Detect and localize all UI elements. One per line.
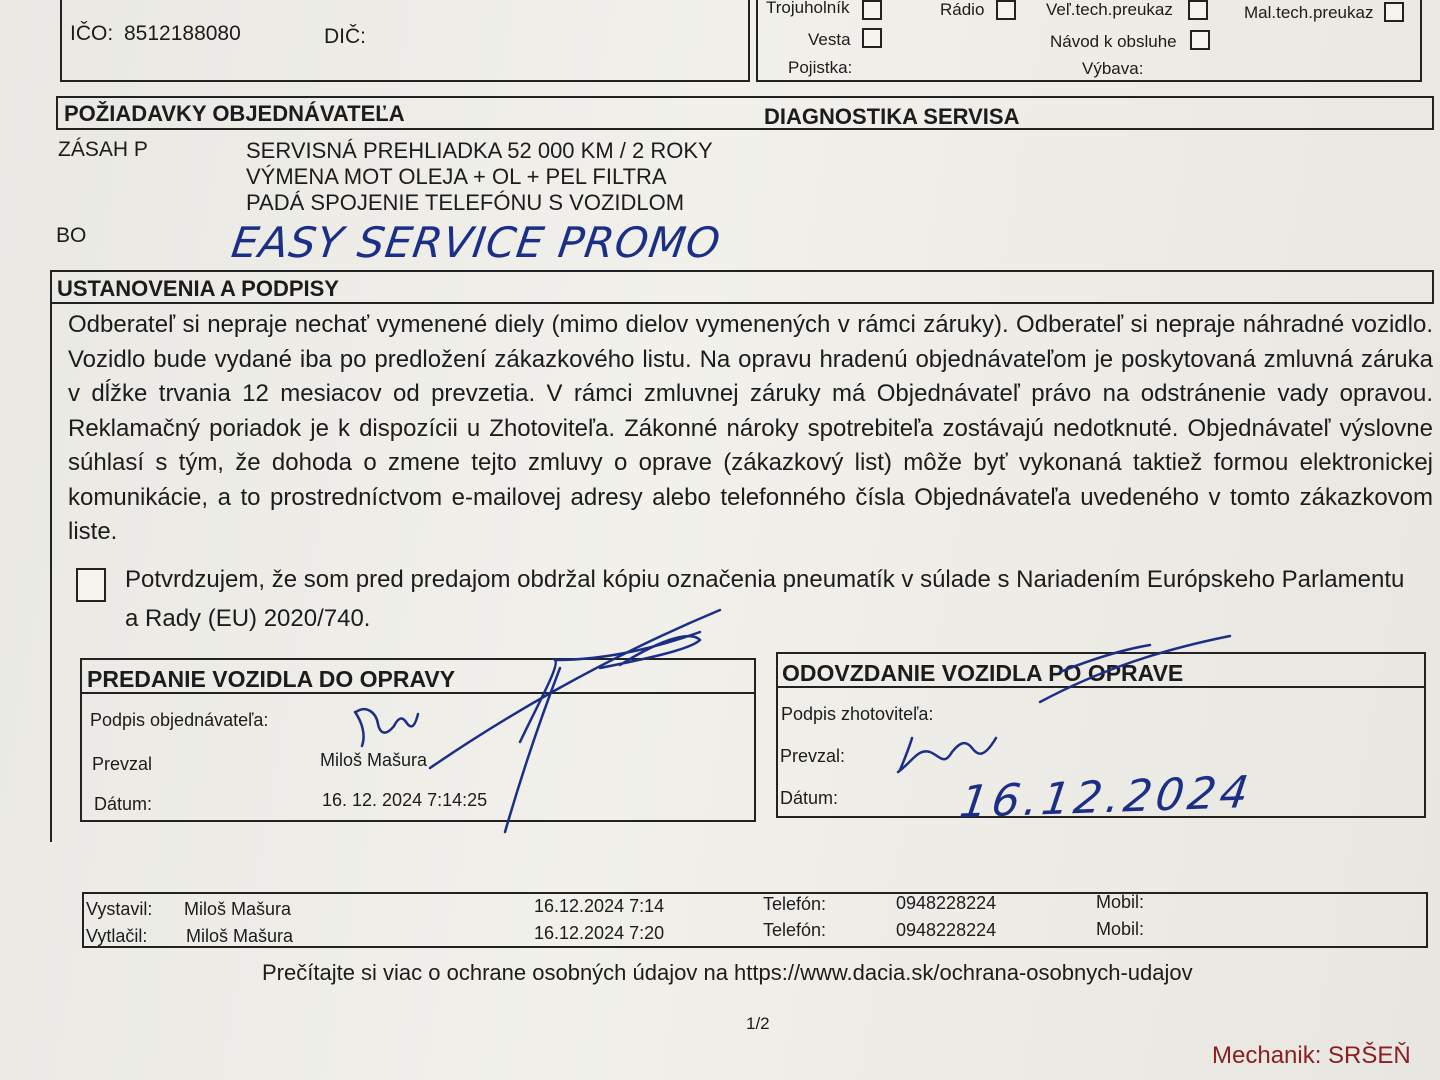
check-label-mal-tech: Mal.tech.preukaz bbox=[1244, 3, 1374, 22]
ico-label: IČO: bbox=[70, 22, 114, 45]
footer-row1-phone: 0948228224 bbox=[896, 893, 997, 913]
check-label-navod: Návod k obsluhe bbox=[1050, 32, 1177, 51]
handover-title: PREDANIE VOZIDLA DO OPRAVY bbox=[87, 666, 456, 692]
diagnostics-title: DIAGNOSTIKA SERVISA bbox=[764, 104, 1020, 129]
ico-value: 8512188080 bbox=[124, 22, 241, 45]
check-label-radio: Rádio bbox=[940, 0, 985, 19]
terms-title: USTANOVENIA A PODPISY bbox=[57, 276, 339, 301]
requirement-line-2: VÝMENA MOT OLEJA + OL + PEL FILTRA bbox=[246, 164, 667, 189]
footer-row2-phone-label: Telefón: bbox=[763, 920, 827, 940]
handover-sign-label: Podpis objednávateľa: bbox=[90, 710, 269, 730]
footer-row1-datetime: 16.12.2024 7:14 bbox=[534, 896, 665, 916]
poistka-label: Pojistka: bbox=[788, 58, 853, 77]
footer-row1-name: Miloš Mašura bbox=[184, 899, 292, 919]
handover-received-value: Miloš Mašura bbox=[320, 750, 428, 770]
requirements-title: POŽIADAVKY OBJEDNÁVATEĽA bbox=[64, 101, 405, 126]
handover-date-value: 16. 12. 2024 7:14:25 bbox=[322, 790, 488, 810]
return-received-label: Prevzal: bbox=[780, 746, 846, 766]
return-date-label: Dátum: bbox=[780, 788, 839, 808]
page-number: 1/2 bbox=[746, 1014, 770, 1033]
requirement-line-3: PADÁ SPOJENIE TELEFÓNU S VOZIDLOM bbox=[246, 190, 685, 215]
footer-row1-label: Vystavil: bbox=[86, 899, 153, 919]
privacy-notice: Prečítajte si viac o ochrane osobných údajov na https://www.dacia.sk/ochrana-osobnych-udajov bbox=[262, 960, 1193, 985]
tire-confirm-line-2: a Rady (EU) 2020/740. bbox=[125, 605, 371, 632]
tire-confirm-line-1: Potvrdzujem, že som pred predajom obdržal kópiu označenia pneumatík v súlade s Nariadením Európskeho Parlamentu bbox=[125, 566, 1405, 593]
return-signature bbox=[898, 636, 1230, 772]
return-title: ODOVZDANIE VOZIDLA PO OPRAVE bbox=[782, 660, 1184, 686]
requirement-line-1: SERVISNÁ PREHLIADKA 52 000 KM / 2 ROKY bbox=[246, 138, 713, 163]
check-label-trojuholnik: Trojuholník bbox=[766, 0, 850, 17]
footer-row1-phone-label: Telefón: bbox=[763, 894, 827, 914]
footer-row1-mobile-label: Mobil: bbox=[1096, 892, 1145, 912]
handover-received-label: Prevzal bbox=[92, 754, 153, 774]
footer-row2-datetime: 16.12.2024 7:20 bbox=[534, 923, 665, 943]
bo-label: BO bbox=[56, 224, 87, 247]
bo-handwritten-note: EASY SERVICE PROMO bbox=[228, 218, 724, 267]
return-date-handwritten: 16.12.2024 bbox=[956, 766, 1256, 829]
dic-label: DIČ: bbox=[324, 25, 366, 48]
zasah-label: ZÁSAH P bbox=[58, 138, 148, 161]
footer-row2-phone: 0948228224 bbox=[896, 920, 997, 940]
handover-date-label: Dátum: bbox=[94, 794, 153, 814]
vybava-label: Výbava: bbox=[1082, 59, 1144, 78]
footer-row2-label: Vytlačil: bbox=[86, 926, 148, 946]
mechanic-stamp: Mechanik: SRŠEŇ bbox=[1212, 1042, 1411, 1069]
footer-row2-name: Miloš Mašura bbox=[186, 926, 294, 946]
check-label-vesta: Vesta bbox=[808, 30, 851, 49]
return-sign-label: Podpis zhotoviteľa: bbox=[781, 704, 934, 724]
footer-row2-mobile-label: Mobil: bbox=[1096, 919, 1145, 939]
handover-signature bbox=[355, 610, 720, 832]
terms-paragraph: Odberateľ si nepraje nechať vymenené diely (mimo dielov vymenených v rámci záruky). Odberateľ si nepraje náhradné vozidlo. Vozidlo bude vydané iba po predložení zákazkového listu. Na opravu hradenú objednávateľom je poskytovaná zmluvná záruka v dĺžke trvania 12 mesiacov od prevzetia. V rámci zmluvnej záruky má Objednávateľ právo na odstránenie vady opravou. Reklamačný poriadok je k dispozícii u Zhotoviteľa. Zákonné nároky spotrebiteľa zostávajú nedotknuté. Objednávateľ výslovne súhlasí s tým, že dohoda o zmene tejto zmluvy o oprave (zákazkový list) môže byť vykonaná taktiež formou elektronickej komunikácie, a to prostredníctvom e-mailovej adresy alebo telefonného čísla Objednávateľa uvedeného v tomto zákazkovom liste. bbox=[68, 311, 1433, 545]
check-label-vel-tech: Veľ.tech.preukaz bbox=[1046, 0, 1173, 19]
